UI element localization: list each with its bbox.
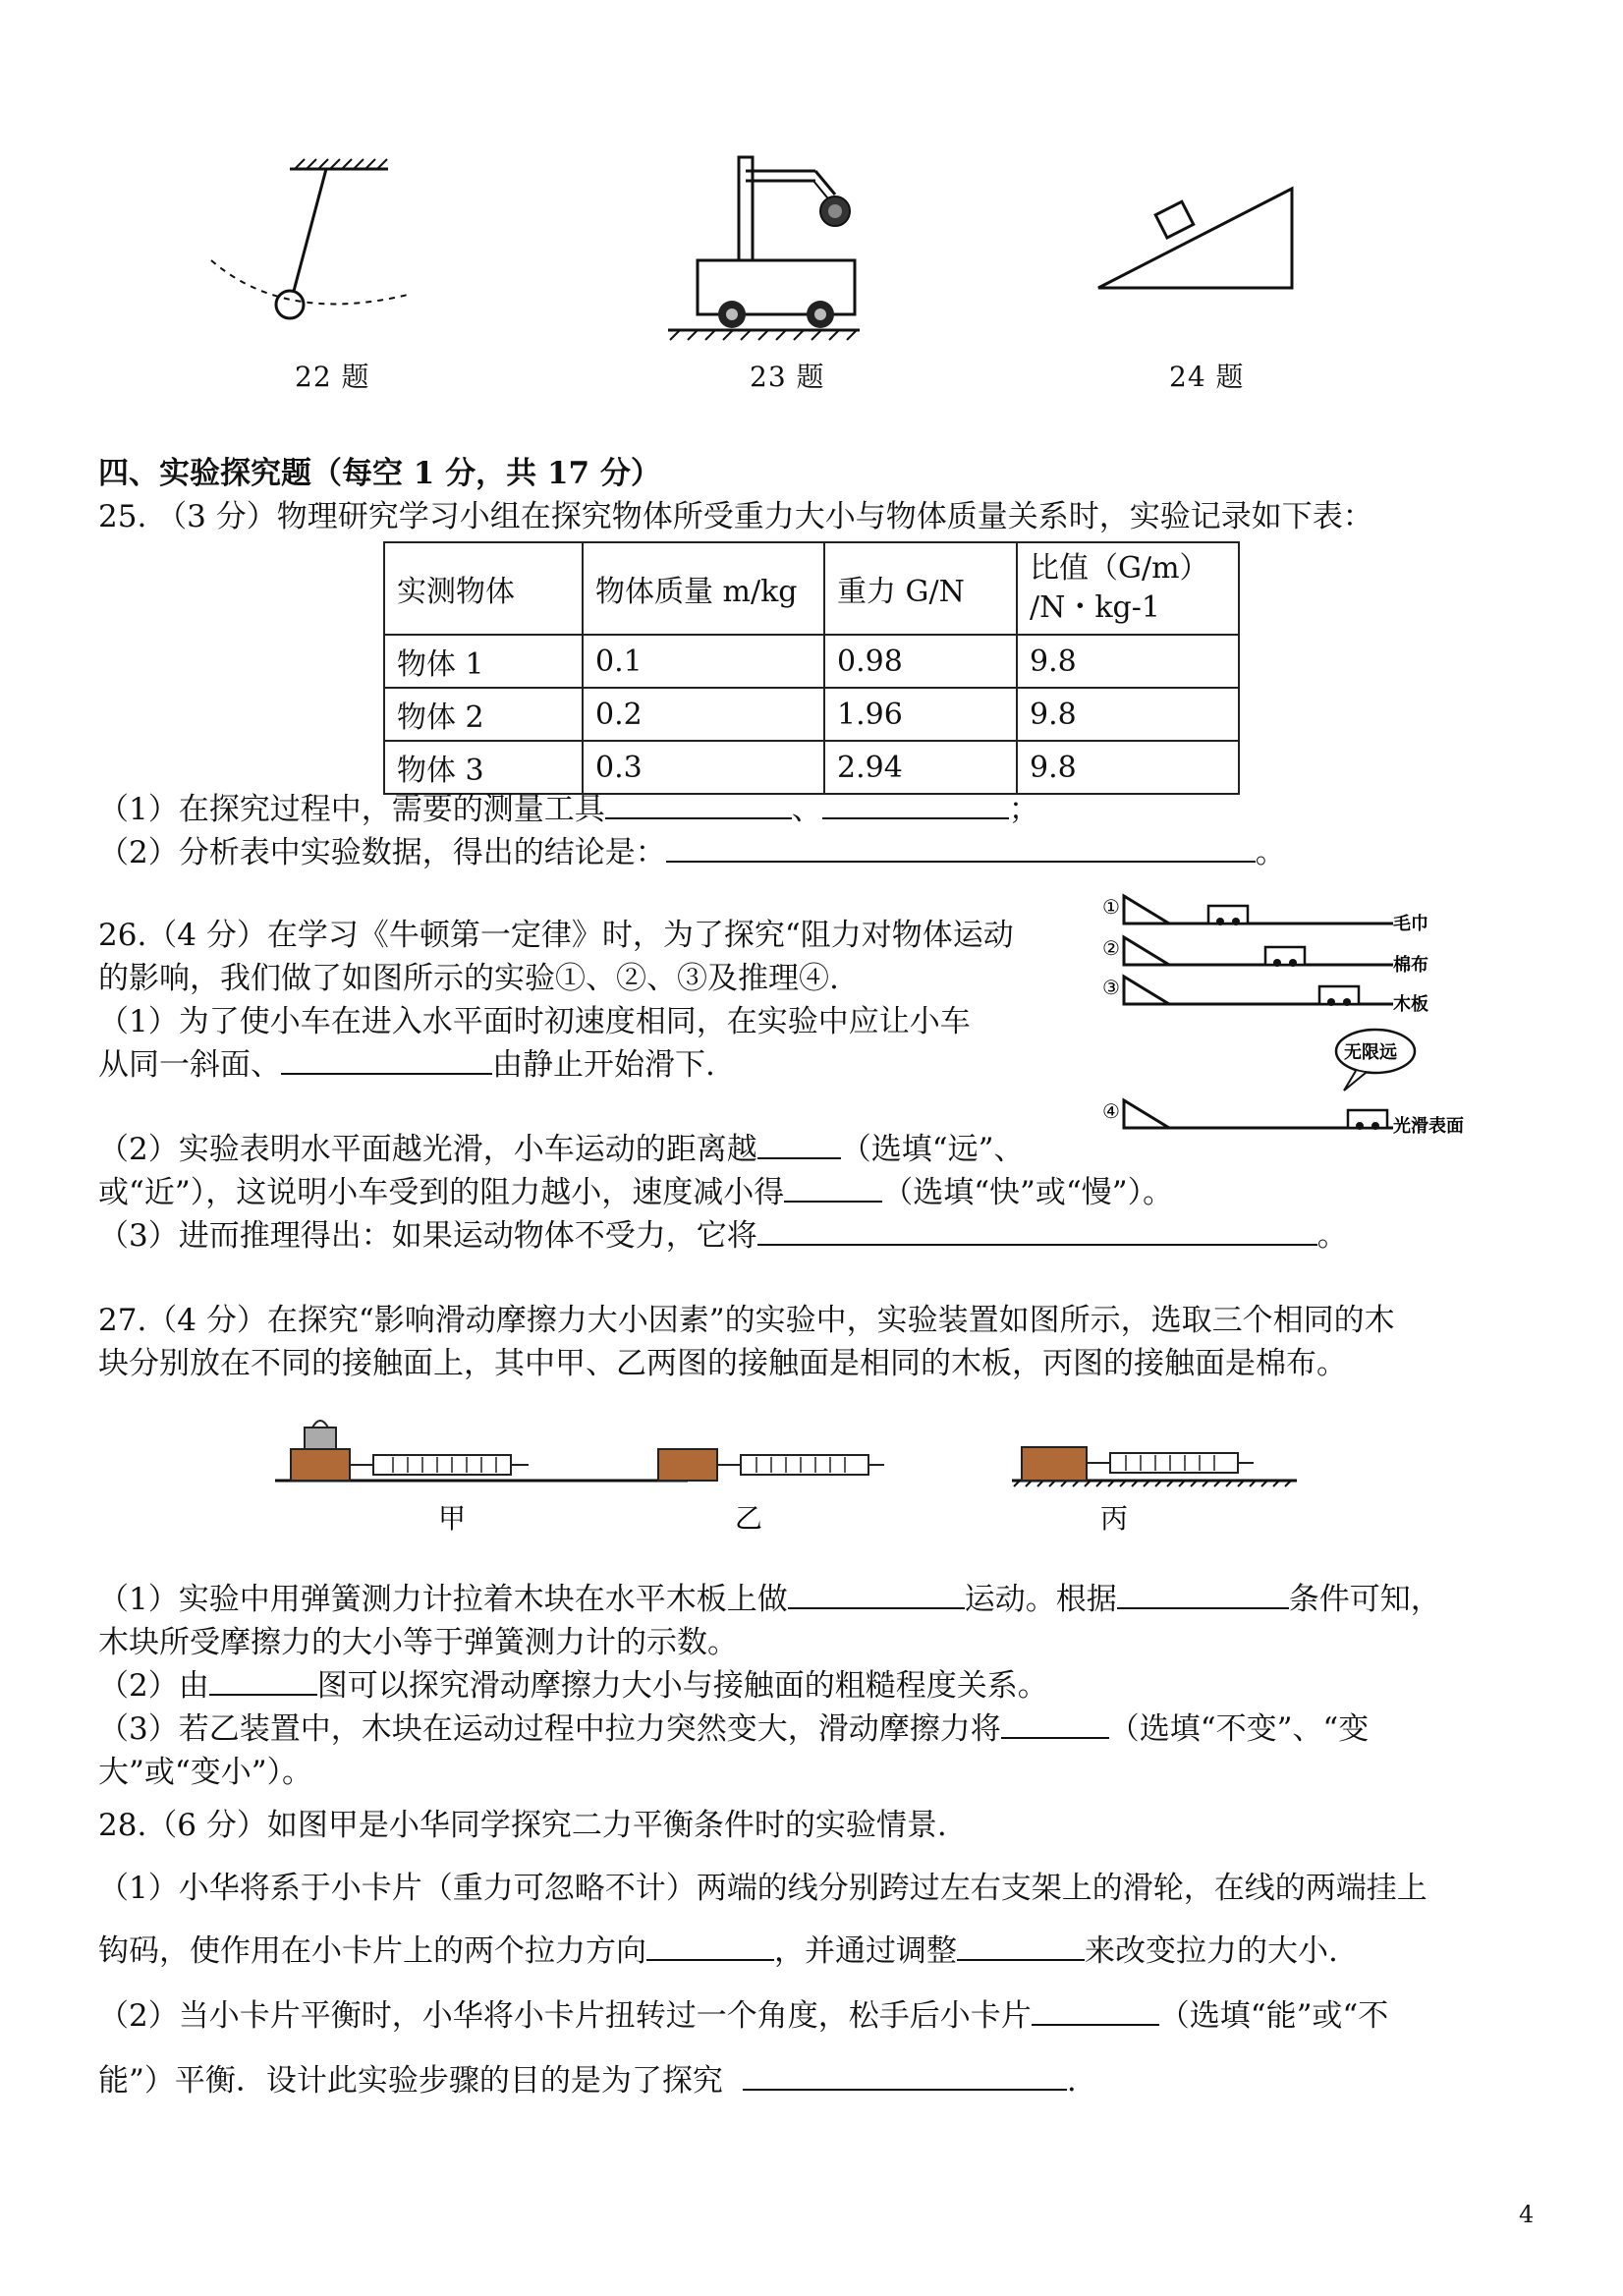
table-row bbox=[384, 741, 1239, 794]
page-number: 4 bbox=[1519, 2201, 1535, 2228]
table-header-cell: 物体质量 m/kg bbox=[583, 542, 824, 635]
q25-part2-text: （2）分析表中实验数据，得出的结论是： bbox=[98, 835, 666, 870]
spring-scale-jia bbox=[373, 1455, 511, 1475]
row-4-number: ④ bbox=[1102, 1099, 1120, 1123]
q26-blank-speed[interactable] bbox=[784, 1171, 882, 1203]
q25-part1-end: ； bbox=[1008, 792, 1039, 827]
q27-blank-friction-change[interactable] bbox=[1001, 1708, 1109, 1739]
q27-part1-mid: 运动。根据 bbox=[964, 1582, 1117, 1617]
q27-part1-line1 bbox=[98, 1578, 1441, 1621]
q28-part2-line2-text: 能”）平衡．设计此实验步骤的目的是为了探究 bbox=[98, 2063, 723, 2099]
q25-intro: 25. （3 分）物理研究学习小组在探究物体所受重力大小与物体质量关系时，实验记录如下表： bbox=[98, 499, 1373, 534]
q27-part3-text: （3）若乙装置中，木块在运动过程中拉力突然变大，滑动摩擦力将 bbox=[98, 1711, 1001, 1747]
row-1-number: ① bbox=[1102, 895, 1120, 919]
cart-4 bbox=[1348, 1110, 1387, 1128]
q26-line3: （1）为了使小车在进入水平面时初速度相同，在实验中应让小车 bbox=[98, 1004, 971, 1039]
figure-24-caption: 24 题 bbox=[1169, 361, 1245, 393]
label-jia: 甲 bbox=[438, 1502, 467, 1535]
q28-part1-text: 钩码，使作用在小卡片上的两个拉力方向 bbox=[98, 1933, 646, 1969]
table-cell: 物体 3 bbox=[384, 741, 583, 794]
q26-line4-text: 从同一斜面、 bbox=[98, 1047, 281, 1083]
surface-label-4: 光滑表面 bbox=[1393, 1116, 1464, 1135]
q27-line1: 27.（4 分）在探究“影响滑动摩擦力大小因素”的实验中，实验装置如图所示，选取三个相同的木 bbox=[98, 1303, 1395, 1338]
cart-3 bbox=[1319, 986, 1359, 1004]
q28-blank-balance[interactable] bbox=[1032, 1994, 1159, 2026]
table-row bbox=[384, 635, 1239, 688]
q25-part2-end: 。 bbox=[1255, 835, 1286, 870]
table-cell: 9.8 bbox=[1017, 688, 1239, 741]
table-cell: 物体 1 bbox=[384, 635, 583, 688]
q26-line6-end: （选填“快”或“慢”）。 bbox=[882, 1175, 1174, 1210]
table-header-cell: 重力 G/N bbox=[824, 542, 1017, 635]
cart-1 bbox=[1208, 906, 1248, 924]
wood-block-bing bbox=[1022, 1447, 1087, 1481]
q27-blank-condition[interactable] bbox=[1117, 1578, 1289, 1609]
table-header-cell: 实测物体 bbox=[384, 542, 583, 635]
table-cell: 9.8 bbox=[1017, 741, 1239, 794]
q26-blank-distance[interactable] bbox=[757, 1128, 841, 1159]
table-cell: 0.2 bbox=[583, 688, 824, 741]
figure-22-pendulum bbox=[196, 157, 413, 334]
row-3-number: ③ bbox=[1102, 976, 1120, 999]
q28-part1-line2 bbox=[98, 1930, 1338, 1973]
q25-blank-tool2[interactable] bbox=[822, 788, 1009, 819]
wood-block-jia bbox=[291, 1449, 350, 1481]
q28-part2-text: （2）当小卡片平衡时，小华将小卡片扭转过一个角度，松手后小卡片 bbox=[98, 1998, 1032, 2034]
q26-line2: 的影响，我们做了如图所示的实验①、②、③及推理④. bbox=[98, 961, 839, 996]
q26-line7-end: 。 bbox=[1316, 1218, 1348, 1254]
q28-part1-line1: （1）小华将系于小卡片（重力可忽略不计）两端的线分别跨过左右支架上的滑轮，在线的两端挂上 bbox=[98, 1871, 1427, 1906]
table-row bbox=[384, 688, 1239, 741]
q26-line6-text: 或“近”），这说明小车受到的阻力越小，速度减小得 bbox=[98, 1175, 785, 1210]
q27-figure-friction bbox=[265, 1400, 1307, 1538]
q27-part3-end: （选填“不变”、“变 bbox=[1108, 1711, 1370, 1747]
q28-part2-line2 bbox=[98, 2059, 1077, 2102]
q26-line4 bbox=[98, 1043, 715, 1087]
table-cell: 0.3 bbox=[583, 741, 824, 794]
surface-label-2: 棉布 bbox=[1393, 955, 1428, 976]
cart-2 bbox=[1265, 947, 1305, 965]
q27-part1-text: （1）实验中用弹簧测力计拉着木块在水平木板上做 bbox=[98, 1582, 788, 1617]
q26-blank-inference[interactable] bbox=[757, 1214, 1317, 1246]
surface-label-1: 毛巾 bbox=[1393, 914, 1428, 934]
q28-line1: 28.（6 分）如图甲是小华同学探究二力平衡条件时的实验情景. bbox=[98, 1808, 947, 1843]
q25-part1-sep: 、 bbox=[791, 792, 822, 827]
wood-block-yi bbox=[658, 1449, 717, 1481]
q27-blank-figure[interactable] bbox=[209, 1664, 317, 1696]
weight bbox=[305, 1428, 336, 1449]
row-2-number: ② bbox=[1102, 936, 1120, 960]
q26-line1: 26.（4 分）在学习《牛顿第一定律》时，为了探究“阻力对物体运动 bbox=[98, 918, 1014, 953]
table-cell: 0.1 bbox=[583, 635, 824, 688]
q26-line7 bbox=[98, 1214, 1348, 1258]
q25-data-table bbox=[383, 541, 1240, 795]
label-bing: 丙 bbox=[1100, 1502, 1129, 1535]
q26-line5 bbox=[98, 1128, 1024, 1171]
ratio-header-line2: /N・kg-1 bbox=[1030, 590, 1160, 625]
ratio-header-line1: 比值（G/m） bbox=[1030, 551, 1209, 586]
figure-23-cart bbox=[648, 147, 865, 344]
figure-24-incline bbox=[1091, 177, 1316, 305]
surface-label-3: 木板 bbox=[1393, 994, 1428, 1015]
q27-part1-end: 条件可知， bbox=[1288, 1582, 1441, 1617]
q28-blank-purpose[interactable] bbox=[743, 2059, 1067, 2091]
figure-23-caption: 23 题 bbox=[750, 361, 825, 393]
table-cell: 9.8 bbox=[1017, 635, 1239, 688]
q27-blank-motion[interactable] bbox=[788, 1578, 965, 1609]
q25-blank-conclusion[interactable] bbox=[666, 831, 1256, 863]
q28-part2-line1 bbox=[98, 1994, 1388, 2038]
q28-blank-adjust[interactable] bbox=[957, 1930, 1085, 1961]
spring-scale-yi bbox=[741, 1455, 868, 1475]
q27-part3-line2: 大”或“变小”）。 bbox=[98, 1755, 313, 1790]
q28-blank-direction[interactable] bbox=[646, 1930, 774, 1961]
q26-line6 bbox=[98, 1171, 1173, 1214]
table-cell: 0.98 bbox=[824, 635, 1017, 688]
q25-part2 bbox=[98, 831, 1286, 874]
q25-blank-tool1[interactable] bbox=[605, 788, 792, 819]
q27-part2-text: （2）由 bbox=[98, 1668, 209, 1704]
q28-part1-end: 来改变拉力的大小. bbox=[1085, 1933, 1338, 1969]
q28-part2-line2-end: . bbox=[1066, 2063, 1077, 2099]
bubble-text: 无限远 bbox=[1344, 1042, 1397, 1063]
q28-part1-mid: ，并通过调整 bbox=[774, 1933, 957, 1969]
q26-blank-height[interactable] bbox=[281, 1043, 492, 1075]
table-cell: 1.96 bbox=[824, 688, 1017, 741]
table-cell: 物体 2 bbox=[384, 688, 583, 741]
q27-part3 bbox=[98, 1708, 1369, 1751]
q27-line2: 块分别放在不同的接触面上，其中甲、乙两图的接触面是相同的木板，丙图的接触面是棉布。 bbox=[98, 1346, 1347, 1381]
section-title: 四、实验探究题（每空 1 分，共 17 分） bbox=[98, 456, 661, 491]
label-yi: 乙 bbox=[735, 1502, 763, 1535]
q27-part1-line2: 木块所受摩擦力的大小等于弹簧测力计的示数。 bbox=[98, 1625, 738, 1660]
table-cell: 2.94 bbox=[824, 741, 1017, 794]
q25-part1 bbox=[98, 788, 1039, 831]
q26-line7-text: （3）进而推理得出：如果运动物体不受力，它将 bbox=[98, 1218, 757, 1254]
q28-part2-end: （选填“能”或“不 bbox=[1158, 1998, 1389, 2034]
q25-part1-text: （1）在探究过程中，需要的测量工具 bbox=[98, 792, 605, 827]
q26-line5-text: （2）实验表明水平面越光滑，小车运动的距离越 bbox=[98, 1132, 757, 1167]
q26-line4-end: 由静止开始滑下. bbox=[492, 1047, 715, 1083]
q27-part2 bbox=[98, 1664, 1048, 1708]
q26-figure-slopes bbox=[1098, 884, 1511, 1135]
spring-scale-bing bbox=[1110, 1453, 1238, 1473]
q27-part2-end: 图可以探究滑动摩擦力大小与接触面的粗糙程度关系。 bbox=[316, 1668, 1048, 1704]
figure-22-caption: 22 题 bbox=[295, 361, 370, 393]
table-header-cell bbox=[1017, 542, 1239, 635]
table-header-row bbox=[384, 542, 1239, 635]
q26-line5-end: （选填“远”、 bbox=[840, 1132, 1025, 1167]
